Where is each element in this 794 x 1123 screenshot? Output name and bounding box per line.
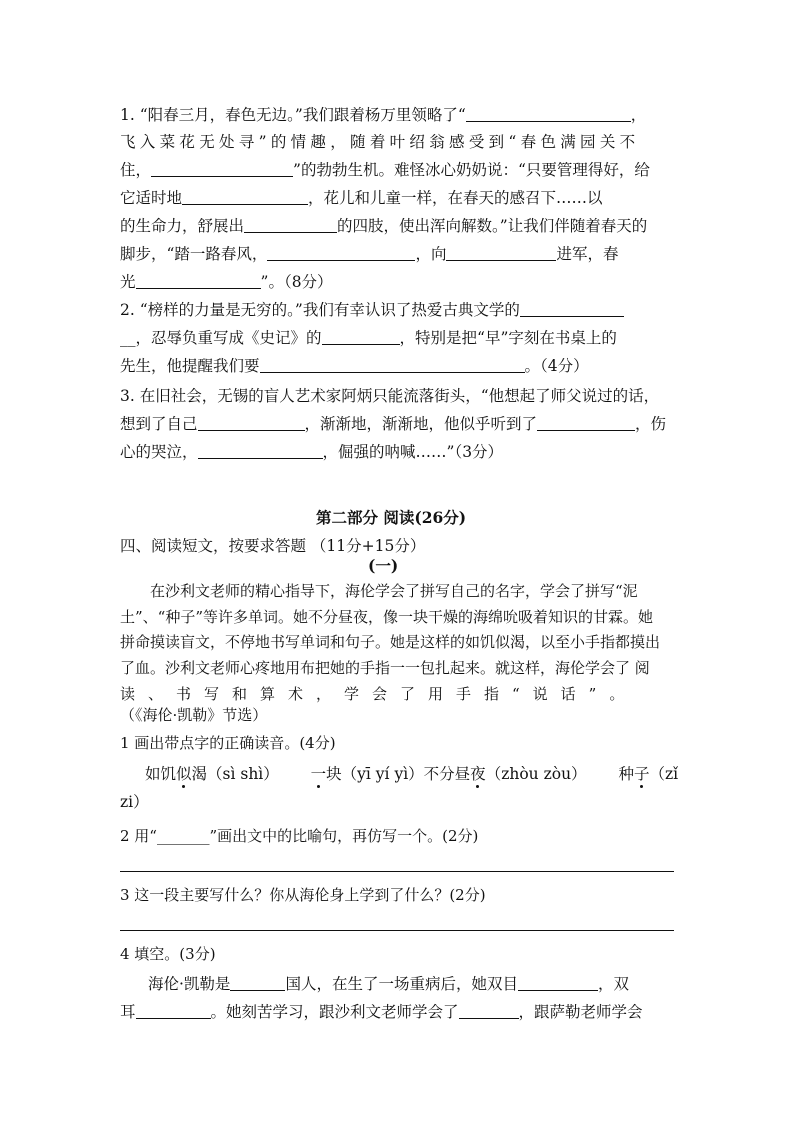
reading-q1-label: 1 画出带点字的正确读音。(4分) (120, 734, 336, 752)
dotted-char: 夜 (470, 765, 486, 783)
answer-blank[interactable] (230, 974, 285, 991)
part-two-title: 第二部分 阅读(26分) (316, 508, 467, 527)
passage-source: （《海伦·凯勒》节选） (120, 706, 268, 724)
answer-blank[interactable] (198, 414, 305, 431)
answer-line[interactable] (120, 871, 674, 872)
q3-line-2 (120, 414, 666, 434)
q2-line-1 (120, 300, 624, 320)
section-heading: 四、阅读短文，按要求答题 （11分+15分） (120, 537, 426, 555)
q1-line-3 (120, 160, 650, 180)
q1-line-4 (120, 188, 603, 208)
q4-text: ，双 (597, 975, 629, 993)
reading-q4-line-2 (120, 1002, 643, 1022)
reading-q3-label: 3 这一段主要写什么？你从海伦身上学到了什么？(2分) (120, 886, 486, 904)
q1-item-text: 块（yī yí yì） (326, 765, 424, 783)
q1-text: ，花儿和儿童一样，在春天的感召下……以 (308, 189, 603, 207)
answer-line[interactable] (120, 930, 674, 931)
q1-text: 飞入菜花无处寻”的情趣，随着叶绍翁感受到“春色满园关不 (120, 133, 640, 151)
q1-text: 它适时地 (120, 189, 183, 207)
q2-line-2 (120, 328, 617, 348)
q1-line-5 (120, 216, 647, 236)
q1-line-1 (120, 105, 646, 125)
dotted-char: 子 (633, 765, 650, 783)
answer-blank[interactable] (267, 244, 415, 261)
answer-blank[interactable] (466, 105, 631, 122)
passage-line-3: 拼命摸读盲文，不停地书写单词和句子。她是这样的如饥似渴，以至小手指都摸出 (120, 633, 661, 651)
q1-item-text: 不分昼 (423, 765, 471, 783)
q4-text: 耳 (120, 1003, 136, 1021)
q3-text: ，倔强的呐喊……”（3分） (322, 443, 504, 461)
q2-text: 。（4分） (524, 357, 589, 375)
q4-text: ，跟萨勒老师学会 (518, 1003, 643, 1021)
q1-item-text: 种 (618, 765, 634, 783)
q2-text: ，特别是把“早”字刻在书桌上的 (399, 329, 617, 347)
passage-line-4: 了血。沙利文老师心疼地用布把她的手指一一包扎起来。就这样，海伦学会了 阅 (120, 659, 650, 677)
q1-item-text: 渴（sì shì） (191, 765, 279, 783)
answer-blank[interactable] (537, 414, 635, 431)
q3-text: ，渐渐地，渐渐地，他似乎听到了 (304, 415, 538, 433)
passage-line-5: 读、书写和算术，学会了用手指“说话”。 (120, 685, 638, 703)
answer-blank[interactable] (322, 328, 400, 345)
answer-blank[interactable] (520, 300, 624, 317)
answer-blank[interactable] (136, 1002, 211, 1019)
q2-line-3 (120, 356, 589, 376)
answer-blank[interactable] (260, 356, 525, 373)
q1-line-2 (120, 132, 639, 152)
q1-text: 的生命力，舒展出 (120, 217, 245, 235)
q2-text: 2. “榜样的力量是无穷的。”我们有幸认识了热爱古典文学的 (120, 301, 520, 319)
q1-text: ，向 (415, 245, 447, 263)
q3-text: 心的哭泣， (120, 443, 198, 461)
q1-item-text: （zǐ (649, 765, 679, 783)
dotted-char: 一 (310, 765, 327, 783)
passage-number: (一) (368, 556, 399, 575)
answer-blank[interactable] (198, 442, 323, 459)
q1-item-text: 如饥 (145, 765, 177, 783)
q1-text: 的四肢，使出浑向解数。”让我们伴随着春天的 (337, 217, 648, 235)
reading-q4-line-1 (148, 974, 629, 994)
reading-q2-label: 2 用“_______”画出文中的比喻句，再仿写一个。(2分) (120, 827, 479, 845)
q2-text: 先生，他提醒我们要 (120, 357, 260, 375)
answer-blank[interactable] (459, 1002, 519, 1019)
answer-blank[interactable] (136, 272, 261, 289)
dotted-char: 似 (176, 765, 192, 783)
q3-text: ，伤 (635, 415, 667, 433)
q1-text: 住， (120, 161, 152, 179)
passage-line-2: 土”、“种子”等许多单词。她不分昼夜，像一块干燥的海绵吮吸着知识的甘霖。她 (120, 608, 654, 626)
q1-line-7 (120, 272, 333, 292)
q1-text: 进军，春 (556, 245, 619, 263)
q2-text: __，忍辱负重写成《史记》的 (120, 329, 322, 347)
q3-text: 想到了自己 (120, 415, 198, 433)
answer-blank[interactable] (182, 188, 308, 205)
q1-text: 光 (120, 273, 136, 291)
answer-blank[interactable] (446, 244, 556, 261)
answer-blank[interactable] (518, 974, 598, 991)
q4-text: 海伦·凯勒是 (148, 975, 231, 993)
q1-text: ”。（8分） (260, 273, 333, 291)
q1-line-6 (120, 244, 618, 264)
q1-text: 脚步，“踏一路春风， (120, 245, 268, 263)
reading-q1-items (145, 764, 678, 784)
q4-text: 。她刻苦学习，跟沙利文老师学会了 (210, 1003, 459, 1021)
answer-blank[interactable] (244, 216, 337, 233)
q4-text: 国人，在生了一场重病后，她双目 (285, 975, 518, 993)
q1-text: ”的勃勃生机。难怪冰心奶奶说：“只要管理得好，给 (293, 161, 650, 179)
q1-text: 1. “阳春三月，春色无边。”我们跟着杨万里领略了“ (120, 106, 466, 124)
q1-item-text: （zhòu zòu） (485, 765, 587, 783)
q1-text: ， (630, 106, 647, 124)
q3-text: 3. 在旧社会，无锡的盲人艺术家阿炳只能流落街头，“他想起了师父说过的话， (120, 387, 660, 405)
reading-q1-wrap: zi） (120, 793, 149, 811)
q3-line-1 (120, 386, 659, 406)
reading-q4-label: 4 填空。(3分) (120, 945, 216, 963)
q3-line-3 (120, 442, 503, 462)
passage-line-1: 在沙利文老师的精心指导下，海伦学会了拼写自己的名字，学会了拼写“泥 (150, 582, 638, 600)
answer-blank[interactable] (151, 160, 293, 177)
